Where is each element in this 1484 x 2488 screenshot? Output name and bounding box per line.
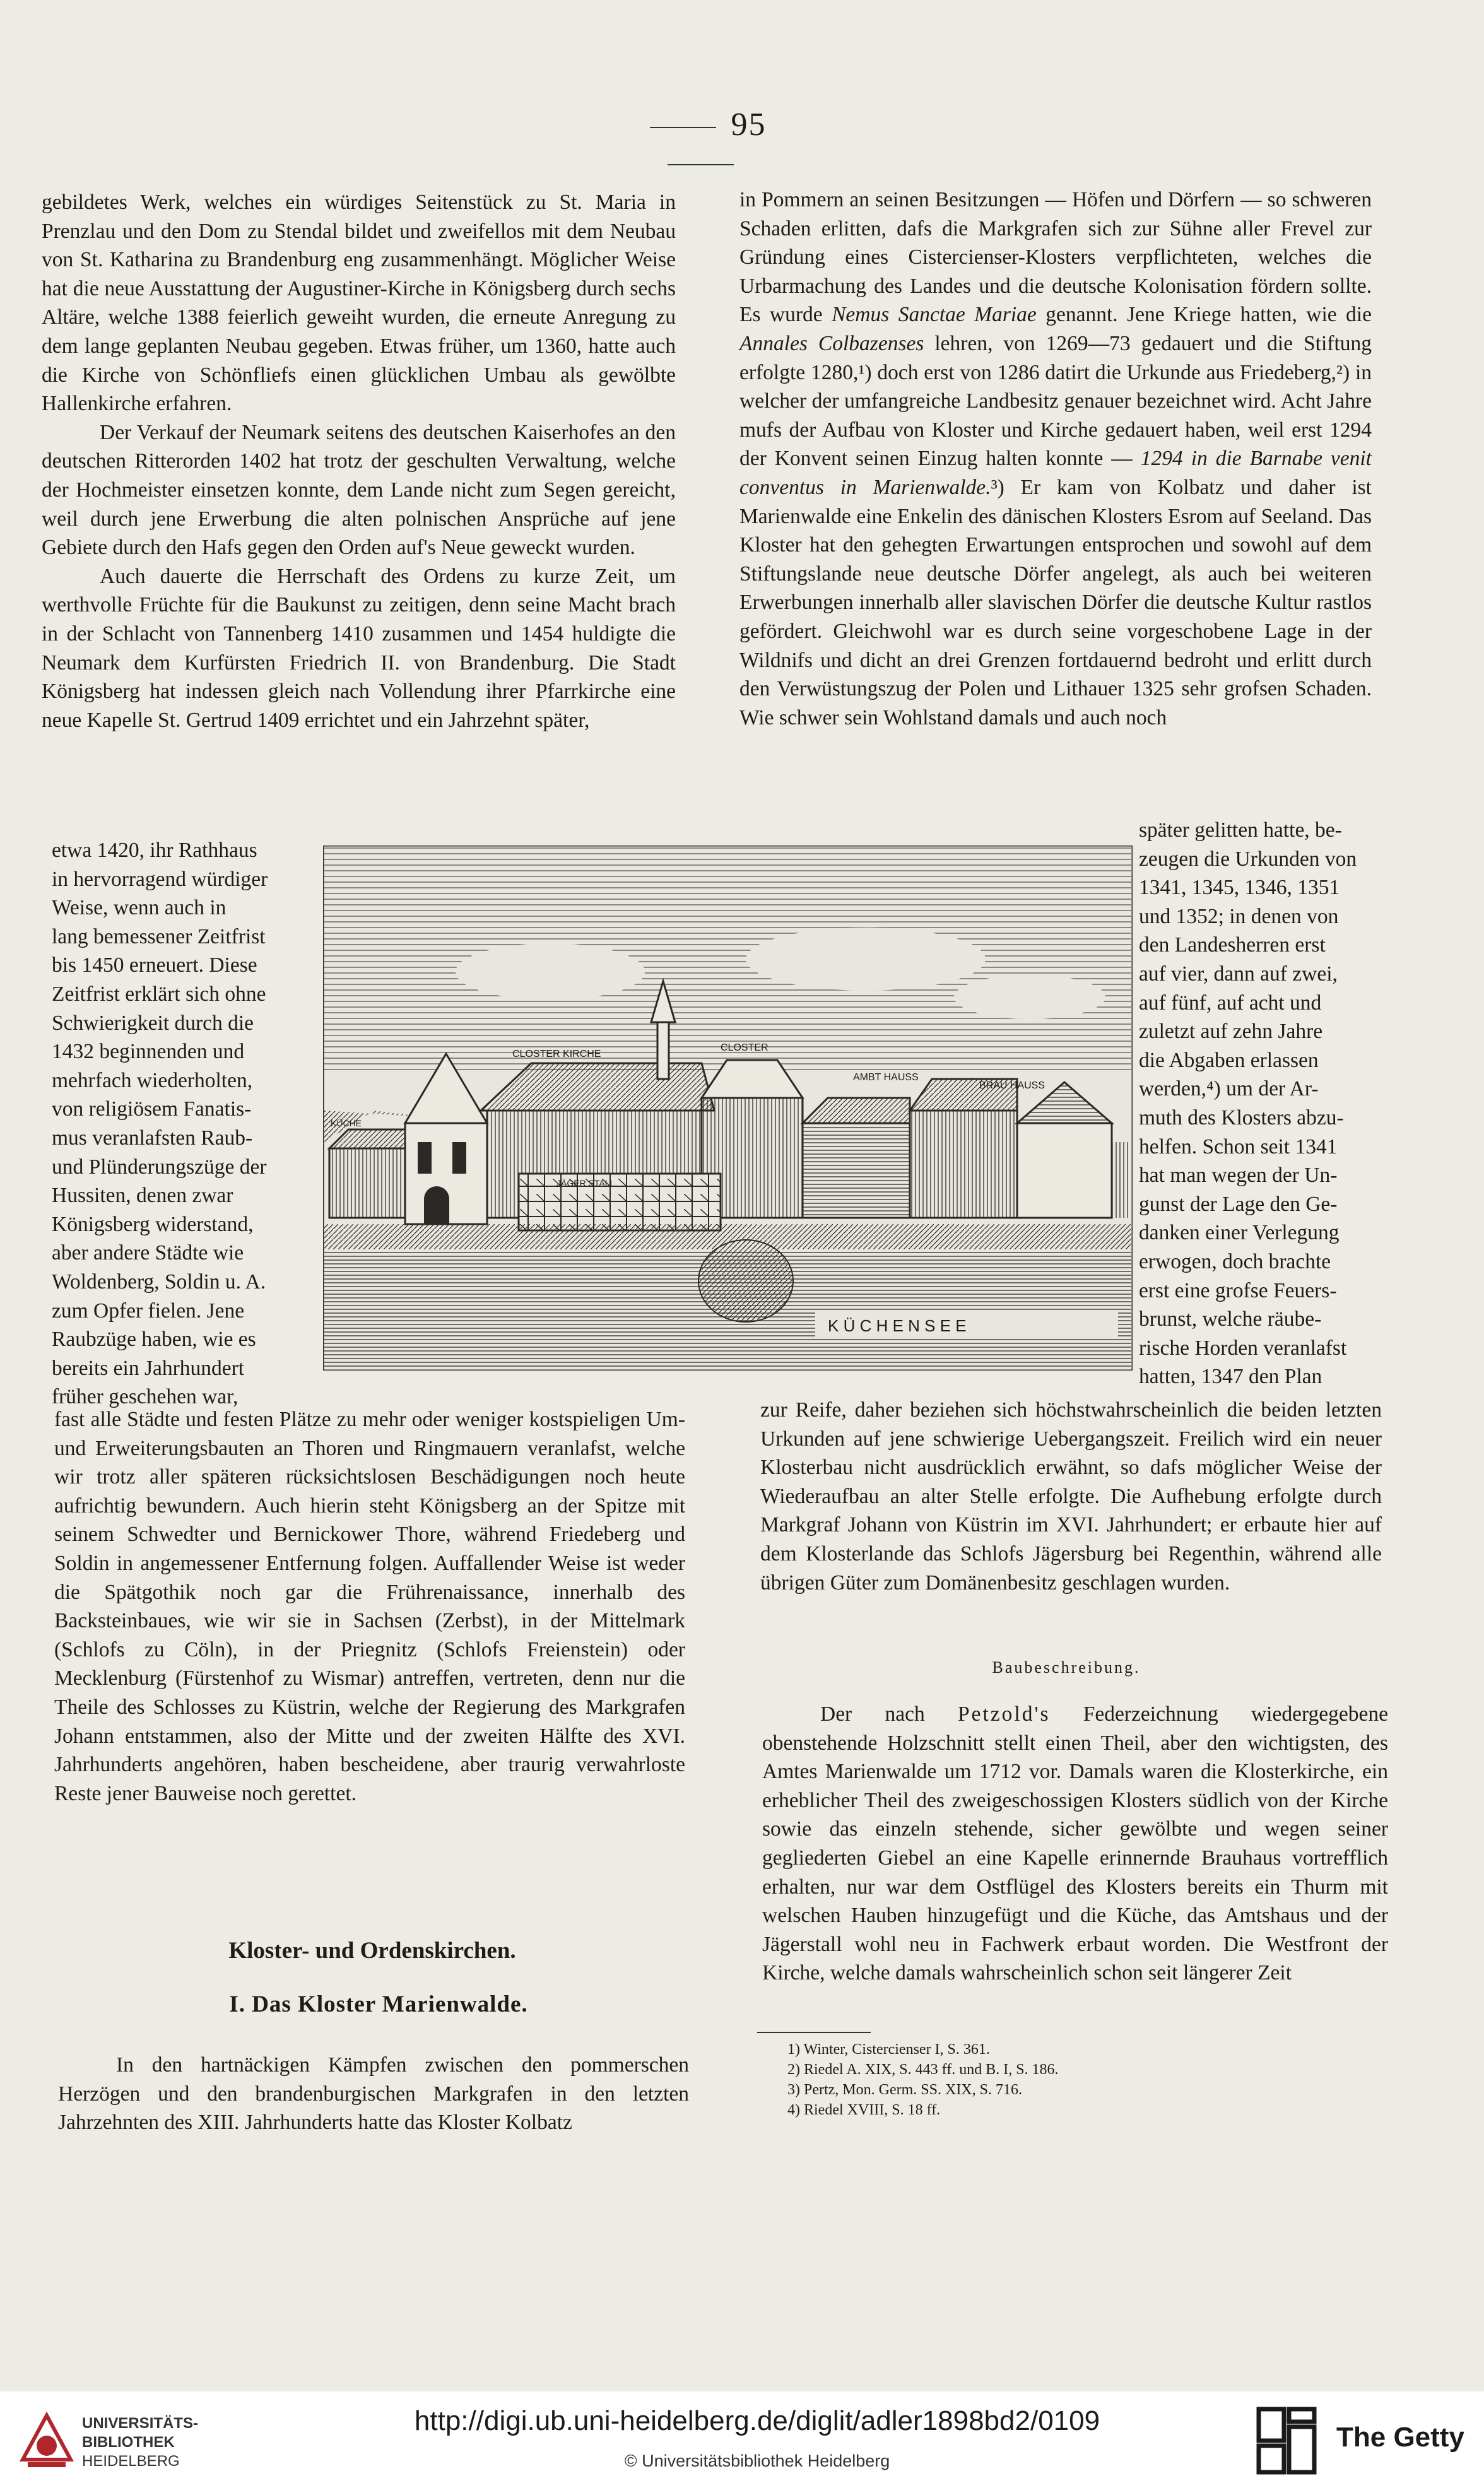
text-line: zeugen die Urkunden von (1139, 847, 1357, 871)
paragraph: Auch dauerte die Herrschaft des Ordens zu kurze Zeit, um werthvolle Früchte für die Baukunst zu zeitigen, denn seine Macht brach in der Schlacht von Tannenberg 1410 zusammen und 1454 huldigte die Neumark dem Kurfürsten Friedrich II. von Brandenburg. Die Stadt Königsberg hat indessen gleich nach Vollendung ihrer Pfarrkirche eine neue Kapelle St. Gertrud 1409 errichtet und ein Jahrzehnt später, (42, 564, 676, 732)
text-line: werden,⁴) um der Ar- (1139, 1077, 1319, 1101)
paragraph: zur Reife, daher beziehen sich höchstwahrscheinlich die beiden letzten Urkunden auf jene schwierige Uebergangszeit. Freilich wird ein neuer Klosterbau nicht ausdrücklich erwähnt, so dafs möglicher Weise der Wiederaufbau an alter Stelle erfolgte. Die Aufhebung erfolgte durch Markgraf Johann von Küstrin im XVI. Jahrhundert; er erbaute hier auf dem Klosterlande das Schlofs Jägersburg bei Regenthin, während alle übrigen Güter zum Domänenbesitz geschlagen wurden. (760, 1398, 1382, 1595)
footnote: 4) Riedel XVIII, S. 18 ff. (787, 2102, 941, 2118)
text-line: Hussiten, denen zwar (52, 1184, 233, 1208)
text-line: danken einer Verlegung (1139, 1221, 1340, 1245)
right-column-narrow (1139, 816, 1376, 1391)
text-line: bis 1450 erneuert. Diese (52, 953, 257, 977)
label-kueche: KÜCHE (331, 1118, 362, 1128)
paragraph: gebildetes Werk, welches ein würdiges Seitenstück zu St. Maria in Prenzlau und den Dom zu Stendal bildet und zweifellos mit dem Neubau von St. Katharina zu Brandenburg eng zusammenhängt. Möglicher Weise hat die neue Ausstattung der Augustiner-Kirche in Königsberg durch sechs Altäre, welche 1388 feierlich geweiht wurden, die erneute Anregung zu dem lange geplanten Neubau gegeben. Etwas früher, um 1360, hatte auch die Kirche von Schönfliefs einen glücklichen Umbau als gewölbte Hallenkirche erfahren. (42, 191, 676, 416)
text-line: Schwierigkeit durch die (52, 1011, 254, 1035)
paragraph: In den hartnäckigen Kämpfen zwischen den pommerschen Herzögen und den brandenburgischen Markgrafen in den letzten Jahrzehnten des XIII. Jahrhunderts hatte das Kloster Kolbatz (58, 2053, 689, 2135)
text-line: zum Opfer fielen. Jene (52, 1299, 245, 1323)
footnotes (787, 2039, 1229, 2120)
text-line: etwa 1420, ihr Rathhaus (52, 839, 257, 862)
footnote: 3) Pertz, Mon. Germ. SS. XIX, S. 716. (787, 2082, 1022, 2098)
paragraph: Der Verkauf der Neumark seitens des deutschen Kaiserhofes an den deutschen Ritterorden 1402 hat trotz der geschulten Verwaltung, welche der Hochmeister einsetzen konnte, dem Lande nicht zum Segen gereicht, weil durch jene Erwerbung die alten polnischen Ansprüche auf jene Gebiete durch den Hafs gegen den Orden auf's Neue geweckt wurden. (42, 420, 676, 560)
text-line: aber andere Städte wie (52, 1241, 244, 1265)
footnote: 2) Riedel A. XIX, S. 443 ff. und B. I, S. 186. (787, 2061, 1059, 2078)
text-line: 1432 beginnenden und (52, 1040, 245, 1064)
text-line: zuletzt auf zehn Jahre (1139, 1020, 1323, 1044)
text-line: Weise, wenn auch in (52, 896, 227, 920)
text-line: helfen. Schon seit 1341 (1139, 1135, 1338, 1159)
text-line: hat man wegen der Un- (1139, 1164, 1338, 1188)
label-closter: CLOSTER (721, 1042, 768, 1053)
monastery-woodcut-illustration (323, 846, 1133, 1371)
text-line: bereits ein Jahrhundert (52, 1356, 245, 1380)
left-column-narrow (52, 836, 298, 1412)
text-line: und Plünderungszüge der (52, 1155, 267, 1179)
university-library-logo-icon (16, 2409, 76, 2472)
subheading-baubeschreibung: Baubeschreibung. (992, 1658, 1141, 1677)
text-line: erst eine grofse Feuers- (1139, 1278, 1337, 1302)
text-line: Königsberg widerstand, (52, 1212, 254, 1236)
text-line: die Abgaben erlassen (1139, 1048, 1319, 1072)
label-closter-kirche: CLOSTER KIRCHE (512, 1049, 601, 1059)
text-line: rische Horden veranlafst (1139, 1336, 1347, 1360)
label-brauhaus: BRAU HAUSS (979, 1080, 1045, 1091)
text-line: mehrfach wiederholten, (52, 1068, 253, 1092)
chapter-heading: I. Das Kloster Marienwalde. (229, 1991, 528, 2017)
text-line: Woldenberg, Soldin u. A. (52, 1270, 266, 1294)
right-column-bottom (760, 1396, 1382, 1597)
text-line: von religiösem Fanatis- (52, 1097, 252, 1121)
left-column-intro (58, 2051, 689, 2137)
page-number: 95 (606, 106, 795, 180)
label-kuechen-see: K Ü C H E N S E E (828, 1316, 967, 1335)
text-line: später gelitten hatte, be- (1139, 818, 1342, 842)
text-line: hatten, 1347 den Plan (1139, 1365, 1322, 1389)
text-line: lang bemessener Zeitfrist (52, 924, 266, 948)
right-column-description (762, 1700, 1388, 1988)
text-line: gunst der Lage den Ge- (1139, 1192, 1338, 1216)
right-column-top (739, 186, 1372, 732)
text-line: brunst, welche räube- (1139, 1307, 1322, 1331)
text-line: Zeitfrist erklärt sich ohne (52, 982, 266, 1006)
text-line: muth des Klosters abzu- (1139, 1105, 1344, 1129)
text-line: den Landesherren erst (1139, 933, 1326, 957)
label-amtshaus: AMBT HAUSS (853, 1072, 919, 1083)
text-line: 1341, 1345, 1346, 1351 (1139, 876, 1340, 900)
getty-logo-icon (1252, 2403, 1321, 2479)
paragraph: in Pommern an seinen Besitzungen — Höfen und Dörfern — so schweren Schaden erlitten, dafs die Markgrafen sich zur Sühne aller Frevel zur Gründung eines Cistercienser-Klosters verpflichteten, welches die Urbarmachung des Landes und die deutsche Kolonisation fördern sollte. Es wurde Nemus Sanctae Mariae genannt. Jene Kriege hatten, wie die Annales Colbazenses lehren, von 1269—73 gedauert und die Stiftung erfolgte 1280,¹) doch erst von 1286 datirt die Urkunde aus Friedeberg,²) in welcher der umfangreiche Landbesitz genauer bezeichnet wird. Acht Jahre mufs der Aufbau von Kloster und Kirche gedauert haben, weil erst 1294 der Konvent seinen Einzug halten konnte — 1294 in die Barnabe venit conventus in Marienwalde.³) Er kam von Kolbatz und daher ist Marienwalde eine Enkelin des dänischen Klosters Esrom auf Seeland. Das Kloster hat den gehegten Erwartungen entsprochen und sowohl auf dem Stiftungslande neue deutsche Dörfer angelegt, als auch bei weiteren Erwerbungen innerhalb aller slavischen Dörfer die deutsche Kultur rastlos gefördert. Gleichwohl war es durch seine vorgeschobene Lage in der Wildnifs und dicht an drei Grenzen fortdauernd bedroht und erlitt durch den Verwüstungszug der Polen und Lithauer 1325 sehr grofsen Schaden. Wie schwer sein Wohlstand damals und auch noch (739, 188, 1372, 729)
paragraph: fast alle Städte und festen Plätze zu mehr oder weniger kostspieligen Um- und Erweiterungsbauten an Thoren und Ringmauern veranlafst, welche wir trotz aller späteren rücksichtslosen Beschädigungen noch heute aufrichtig bewundern. Auch hierin steht Königsberg an der Spitze mit seinem Schwedter und Bernickower Thore, während Friedeberg und Soldin in angemessener Entfernung folgen. Auffallender Weise ist weder die Spätgothik noch gar die Frührenaissance, innerhalb des Backsteinbaues, wie wir sie in Sachsen (Zerbst), in der Mittelmark (Schlofs zu Cöln), in der Priegnitz (Schlofs Freienstein) oder Mecklenburg (Fürstenhof zu Wismar) antreffen, vertreten, denn nur die Theile des Schlosses zu Küstrin, welche der Regierung des Markgrafen Johann entstammen, also der Mitte und der zweiten Hälfte des XVI. Jahrhunderts angehören, haben bescheidene, aber traurig verwahrloste Reste jener Bauweise noch gerettet. (54, 1408, 685, 1805)
footnote-divider (757, 2032, 871, 2033)
university-library-name: UNIVERSITÄTS- BIBLIOTHEK HEIDELBERG (82, 2415, 199, 2470)
copyright-notice: © Universitätsbibliothek Heidelberg (624, 2451, 890, 2470)
text-line: früher geschehen war, (52, 1385, 238, 1409)
left-column-top (42, 188, 676, 734)
paragraph: Der nach Petzold's Federzeichnung wiedergegebene obenstehende Holzschnitt stellt einen Theil, aber den wichtigsten, des Amtes Marienwalde um 1712 vor. Damals waren die Klosterkirche, ein erheblicher Theil des zweigeschossigen Klosters südlich von der Kirche sowie das einzeln stehende, sicher gewölbte und wegen seiner gegliederten Giebel an eine Kapelle erinnernde Brauhaus vortrefflich erhalten, nur war dem Ostflügel des Klosters bereits ein Thurm mit welschen Hauben hinzugefügt und die Küche, das Amtshaus und der Jägerstall wohl neu in Fachwerk erbaut worden. Die Westfront der Kirche, welche damals wahrscheinlich schon seit längerer Zeit (762, 1702, 1388, 1985)
left-column-bottom (54, 1405, 685, 1808)
text-line: und 1352; in denen von (1139, 904, 1339, 928)
getty-name: The Getty (1336, 2422, 1464, 2453)
label-jaeger-stall: JÄGER STALL (556, 1178, 615, 1188)
text-line: Raubzüge haben, wie es (52, 1328, 256, 1352)
text-line: auf vier, dann auf zwei, (1139, 962, 1338, 986)
text-line: erwogen, doch brachte (1139, 1249, 1331, 1273)
permalink-url[interactable]: http://digi.ub.uni-heidelberg.de/diglit/adler1898bd2/0109 (414, 2405, 1100, 2436)
text-line: auf fünf, auf acht und (1139, 991, 1322, 1015)
text-line: mus veranlafsten Raub- (52, 1126, 253, 1150)
text-line: in hervorragend würdiger (52, 867, 268, 891)
footnote: 1) Winter, Cistercienser I, S. 361. (787, 2041, 990, 2058)
section-heading: Kloster- und Ordenskirchen. (228, 1938, 516, 1964)
